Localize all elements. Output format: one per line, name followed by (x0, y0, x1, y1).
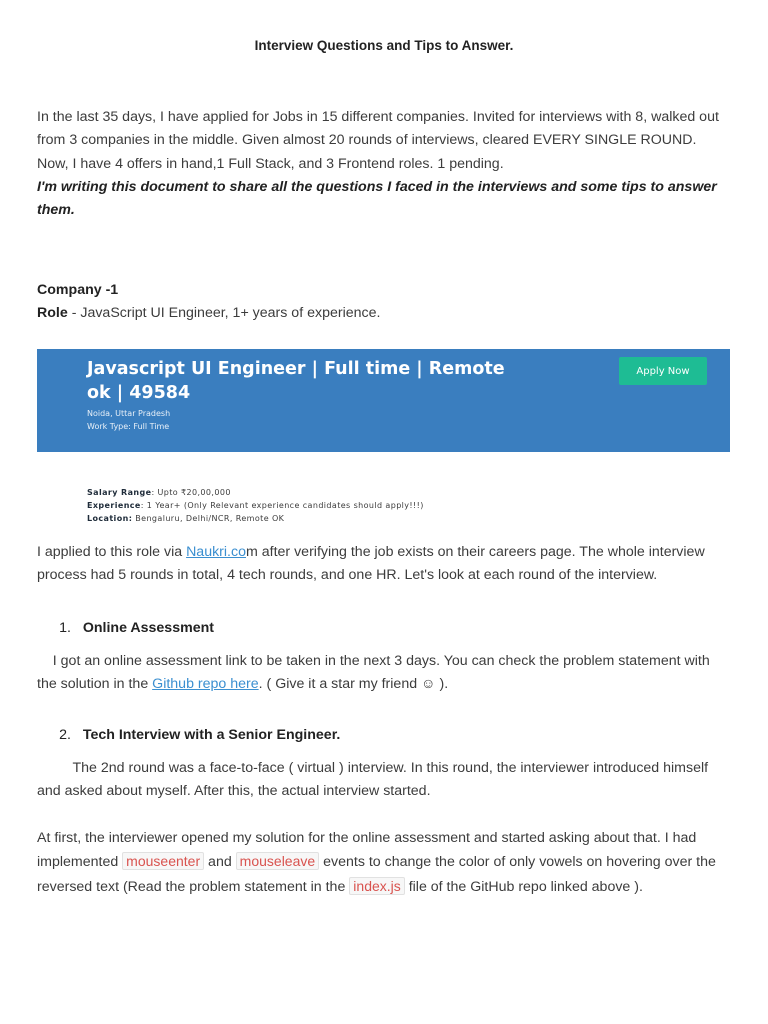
round-2-number: 2. (59, 727, 71, 743)
job-subinfo (87, 407, 170, 433)
round-1-text-pre: I got an online assessment link to be taken in the next 3 days. You can check the problem statement with the solution in the (37, 653, 710, 693)
code-index-js: index.js (349, 877, 404, 895)
naukri-link[interactable]: Naukri.co (186, 544, 246, 560)
role-label: Role (37, 305, 68, 322)
location-row (87, 512, 424, 525)
intro-line2: Now, I have 4 offers in hand,1 Full Stack, and 3 Frontend roles. 1 pending. (37, 155, 504, 172)
round-2-text (37, 757, 731, 804)
first-part2: and (204, 854, 236, 871)
location-value: Bengaluru, Delhi/NCR, Remote OK (132, 514, 285, 523)
round-2-title: Tech Interview with a Senior Engineer. (82, 727, 341, 743)
role-text: - JavaScript UI Engineer, 1+ years of experience. (67, 305, 381, 322)
first-question-paragraph (37, 827, 731, 899)
first-part3: events to change the color of only vowels on hovering over the reversed text (Read the problem statement in the (37, 854, 716, 895)
document-title: Interview Questions and Tips to Answer. (254, 38, 514, 53)
job-work-type: Work Type: Full Time (87, 422, 170, 431)
location-label: Location: (87, 514, 133, 523)
apply-now-button[interactable]: Apply Now (619, 357, 707, 385)
applied-paragraph (37, 541, 731, 588)
experience-value: : 1 Year+ (Only Relevant experience candidates should apply!!!) (140, 501, 424, 510)
round-1-text (37, 650, 731, 697)
salary-row (87, 486, 424, 499)
first-part1: At first, the interviewer opened my solution for the online assessment and started asking about that. I had implemented (37, 830, 697, 871)
intro-paragraph (37, 106, 731, 222)
experience-label: Experience (87, 501, 141, 510)
first-part4: file of the GitHub repo linked above ). (404, 878, 643, 895)
applied-pre: I applied to this role via (37, 544, 187, 560)
company-section (37, 279, 731, 326)
intro-emphasis: I'm writing this document to share all the questions I faced in the interviews and some tips to answer them. (37, 178, 717, 219)
round-1-title: Online Assessment (82, 620, 214, 636)
code-mouseenter: mouseenter (122, 852, 204, 870)
salary-value: : Upto ₹20,00,000 (151, 488, 231, 497)
round-1-text-post: . ( Give it a star my friend ☺ ). (258, 676, 449, 693)
job-title: Javascript UI Engineer | Full time | Remote ok | 49584 (87, 359, 505, 403)
intro-line1: In the last 35 days, I have applied for Jobs in 15 different companies. Invited for interviews with 8, walked out from 3 companies in the middle. Given almost 20 rounds of interviews, cleared EVERY SINGLE ROUND. (37, 109, 719, 149)
github-repo-link[interactable]: Github repo here (152, 676, 259, 693)
job-meta (87, 486, 424, 525)
applied-post: m after verifying the job exists on their careers page. The whole interview process had 5 rounds in total, 4 tech rounds, and one HR. Let's look at each round of the interview. (37, 544, 705, 584)
code-mouseleave: mouseleave (236, 852, 320, 870)
company-label: Company -1 (37, 282, 119, 298)
salary-label: Salary Range (87, 488, 152, 497)
experience-row (87, 499, 424, 512)
job-location: Noida, Uttar Pradesh (87, 409, 171, 418)
round-2-text-body: The 2nd round was a face-to-face ( virtual ) interview. In this round, the interviewer introduced himself and asked about myself. After this, the actual interview started. (37, 760, 709, 800)
round-1-number: 1. (59, 620, 71, 636)
round-1-heading (37, 618, 731, 638)
job-card-banner (37, 349, 730, 452)
round-2-heading (37, 725, 731, 745)
